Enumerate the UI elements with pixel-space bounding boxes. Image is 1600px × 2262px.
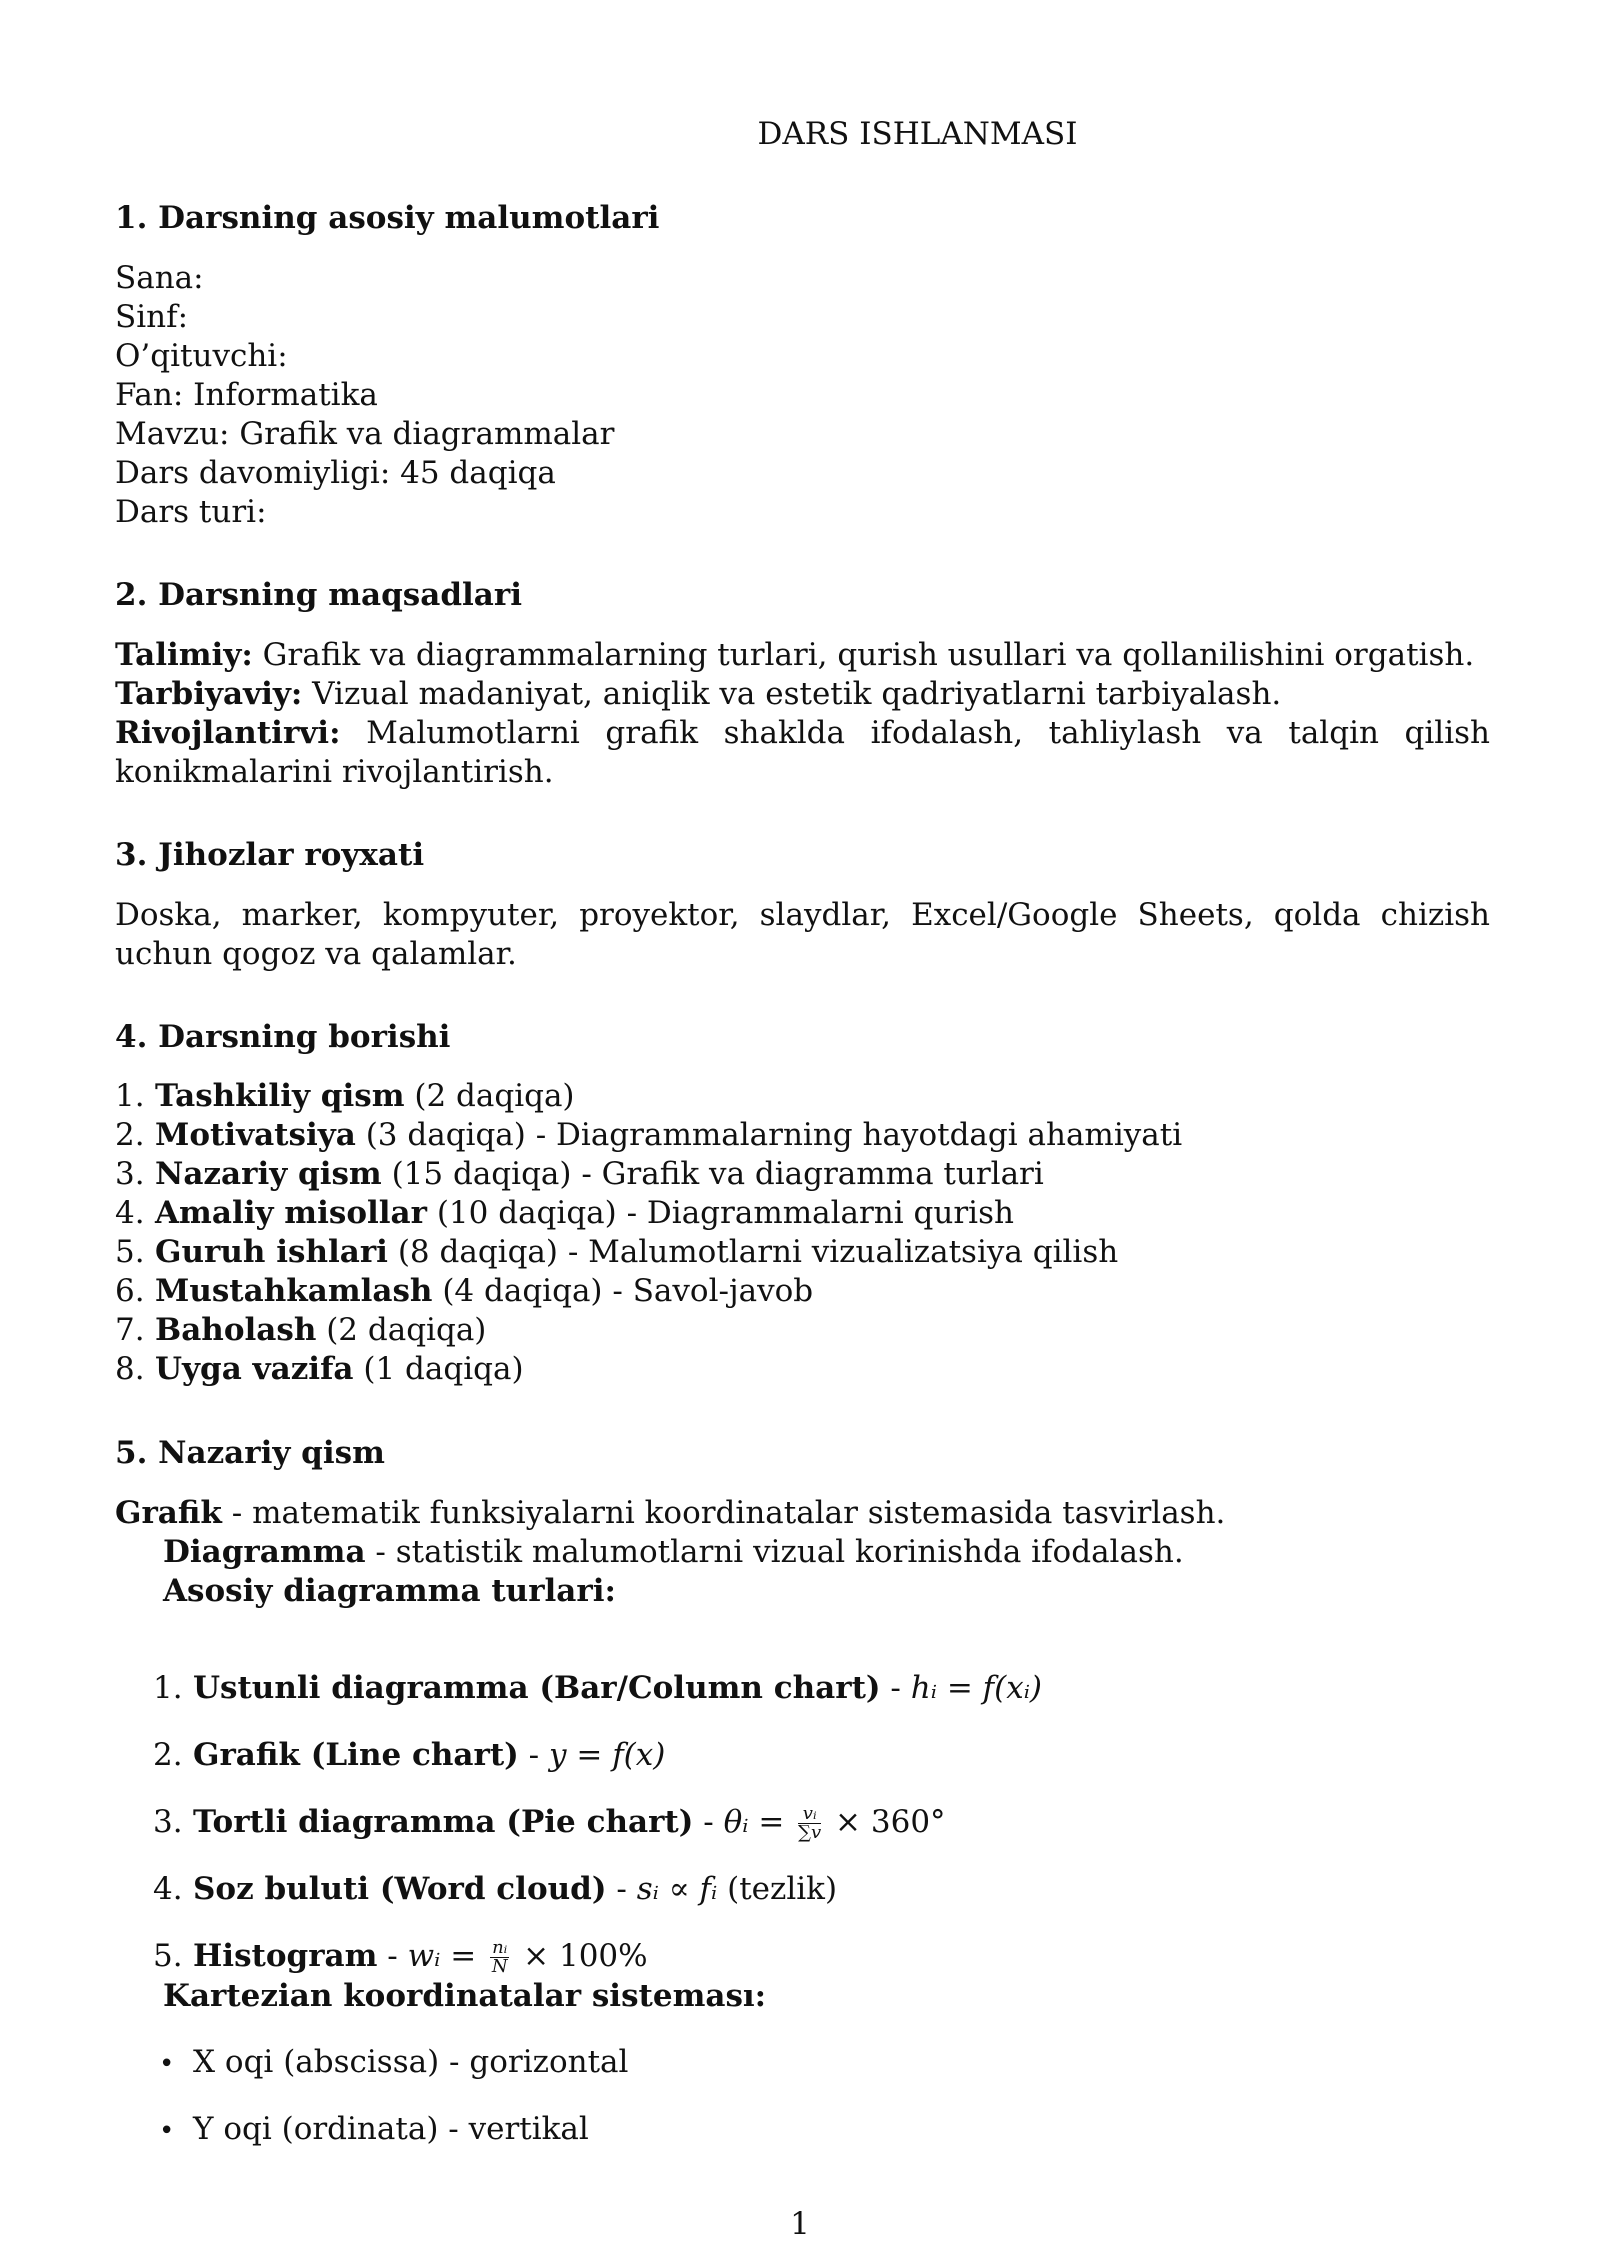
list-item: 2. Grafik (Line chart) - y = f(x) bbox=[153, 1737, 666, 1773]
list-item: 8. Uyga vazifa (1 daqiqa) bbox=[115, 1351, 524, 1387]
fraction: $\frac{\text{nᵢ}}{N}$ bbox=[491, 1937, 508, 1977]
list-item: 3. Nazariy qism (15 daqiqa) - Grafik va diagramma turlari bbox=[115, 1156, 1044, 1192]
definition-diagram-label: Diagramma bbox=[163, 1534, 366, 1570]
list-item: 5. Guruh ishlari (8 daqiqa) - Malumotlarni vizualizatsiya qilish bbox=[115, 1234, 1119, 1270]
list-item: • Y oqi (ordinata) - vertikal bbox=[159, 2110, 1534, 2177]
bullet-icon: • bbox=[159, 2116, 175, 2146]
info-lesson-type: Dars turi: bbox=[115, 494, 267, 530]
formula: wᵢ = bbox=[407, 1938, 487, 1974]
list-item: 1. Tashkiliy qism (2 daqiqa) bbox=[115, 1078, 575, 1114]
fraction: $\frac{\text{vᵢ}}{\sum v}$ bbox=[798, 1803, 822, 1843]
goal-development-text: Malumotlarni grafik shaklda ifodalash, tahliylash va talqin qilish konikmalarini rivojlantirish. bbox=[115, 715, 1490, 790]
list-item: 3. Tortli diagramma (Pie chart) - θᵢ = $\frac{\text{vᵢ}}{\sum v}$ × 360° bbox=[153, 1803, 946, 1843]
info-subject: Fan: Informatika bbox=[115, 377, 378, 413]
basic-info-list bbox=[115, 259, 1490, 532]
chart-types-heading: Asosiy diagramma turlari: bbox=[163, 1573, 616, 1609]
list-item: 1. Ustunli diagramma (Bar/Column chart) - hᵢ = f(xᵢ) bbox=[153, 1670, 1043, 1706]
definition-graph-label: Grafik bbox=[115, 1495, 222, 1531]
goals-block bbox=[115, 636, 1490, 792]
formula: sᵢ ∝ fᵢ bbox=[636, 1871, 718, 1907]
formula: θᵢ = bbox=[723, 1804, 795, 1840]
info-class: Sinf: bbox=[115, 299, 189, 335]
definition-diagram: Diagramma - statistik malumotlarni vizual korinishda ifodalash. bbox=[163, 1534, 1184, 1570]
info-topic: Mavzu: Grafik va diagrammalar bbox=[115, 416, 615, 452]
formula: hᵢ = f(xᵢ) bbox=[910, 1670, 1043, 1706]
list-item: 2. Motivatsiya (3 daqiqa) - Diagrammalarning hayotdagi ahamiyati bbox=[115, 1117, 1183, 1153]
lesson-steps-list bbox=[115, 1077, 1490, 1389]
goal-educational-label: Talimiy: bbox=[115, 637, 253, 673]
goal-upbringing-label: Tarbiyaviy: bbox=[115, 676, 303, 712]
list-item: • X oqi (abscissa) - gorizontal bbox=[159, 2043, 1534, 2110]
goal-development-label: Rivojlantirvi: bbox=[115, 715, 341, 751]
goal-educational bbox=[115, 636, 1490, 675]
list-item: 6. Mustahkamlash (4 daqiqa) - Savol-javob bbox=[115, 1273, 814, 1309]
list-item: 7. Baholash (2 daqiqa) bbox=[115, 1312, 487, 1348]
info-date: Sana: bbox=[115, 260, 204, 296]
goal-development bbox=[115, 714, 1490, 792]
section-5-heading: 5. Nazariy qism bbox=[115, 1435, 385, 1471]
page-number: 1 bbox=[790, 2206, 810, 2242]
chart-types-list bbox=[115, 1669, 1528, 2004]
document-title: DARS ISHLANMASI bbox=[757, 116, 1078, 152]
bullet-icon: • bbox=[159, 2049, 175, 2079]
info-duration: Dars davomiyligi: 45 daqiqa bbox=[115, 455, 556, 491]
section-4-heading: 4. Darsning borishi bbox=[115, 1019, 451, 1055]
goal-upbringing-text: Vizual madaniyat, aniqlik va estetik qadriyatlarni tarbiyalash. bbox=[302, 676, 1282, 712]
equipment-text: Doska, marker, kompyuter, proyektor, slaydlar, Excel/Google Sheets, qolda chizish uchun qogoz va qalamlar. bbox=[115, 897, 1490, 972]
info-teacher: O’qituvchi: bbox=[115, 338, 288, 374]
theory-block bbox=[115, 1494, 1490, 1611]
section-1-heading: 1. Darsning asosiy malumotlari bbox=[115, 200, 660, 236]
coordinate-system-heading: Kartezian koordinatalar sisteması: bbox=[163, 1978, 767, 2014]
list-item: 4. Amaliy misollar (10 daqiqa) - Diagrammalarni qurish bbox=[115, 1195, 1014, 1231]
section-3-heading: 3. Jihozlar royxati bbox=[115, 837, 425, 873]
formula: y = f(x) bbox=[549, 1737, 666, 1773]
list-item: 5. Histogram - wᵢ = $\frac{\text{nᵢ}}{N}$ × 100% bbox=[153, 1937, 648, 1977]
goal-educational-text: Grafik va diagrammalarning turlari, qurish usullari va qollanilishini orgatish. bbox=[252, 637, 1475, 673]
definition-graph: Grafik - matematik funksiyalarni koordinatalar sistemasida tasvirlash. bbox=[115, 1495, 1226, 1531]
coordinate-axes-list bbox=[115, 2043, 1534, 2177]
section-2-heading: 2. Darsning maqsadlari bbox=[115, 577, 522, 613]
goal-upbringing bbox=[115, 675, 1490, 714]
list-item: 4. Soz buluti (Word cloud) - sᵢ ∝ fᵢ (tezlik) bbox=[153, 1871, 838, 1907]
